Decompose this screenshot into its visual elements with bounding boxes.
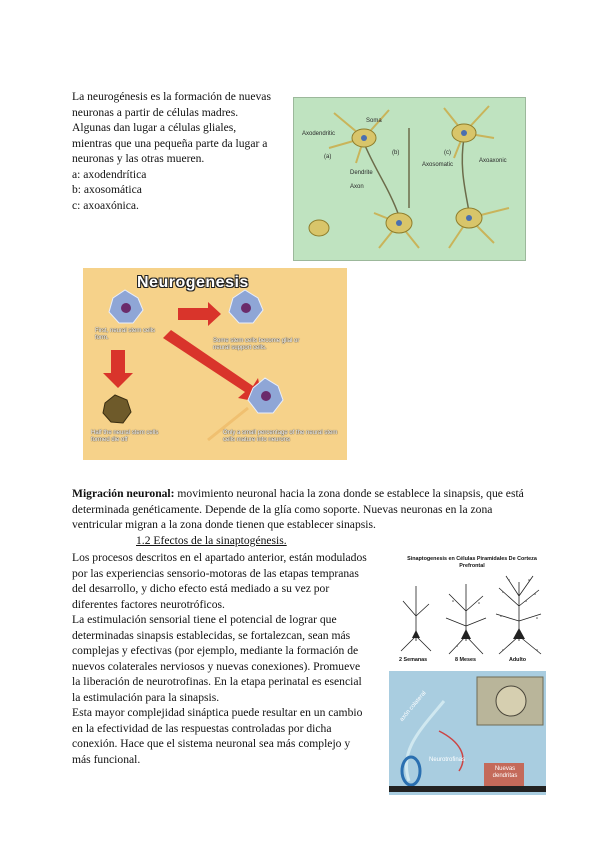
age-label: 8 Meses <box>455 657 476 663</box>
body-line: Esta mayor complejidad sináptica puede resultar en un cambio <box>72 706 363 719</box>
label-a: (a) <box>324 154 332 160</box>
pyramidal-cells-illustration <box>391 556 551 666</box>
label-soma: Soma <box>366 118 382 124</box>
board-illustration <box>389 671 546 795</box>
board-figure <box>389 671 546 795</box>
label-neurotrofinas: Neurotrofinas <box>429 757 466 763</box>
label-dendrite: Dendrite <box>350 170 373 176</box>
intro-line: mientras que una pequeña parte da lugar a <box>72 136 268 150</box>
body-line: del desarrollo, y dicho efecto está mediado a su vez por <box>72 582 330 595</box>
body-line: nuevos colaterales nerviosos y nuevas conexiones). Promueve <box>72 659 361 673</box>
label-b: (b) <box>392 150 400 156</box>
age-label: Adulto <box>509 657 527 663</box>
body-line: más funcional. <box>72 752 141 766</box>
caption-die-off: Half the neural stem cells formed die off <box>91 430 159 443</box>
label-axosomatic: Axosomatic <box>422 162 454 168</box>
synapse-types-figure <box>293 97 526 261</box>
migration-term: Migración neuronal: <box>72 487 175 500</box>
body-line: por las experiencias sensorio-motoras de las etapas tempranas <box>72 566 359 580</box>
figure-title: Neurogenesis <box>137 274 249 291</box>
caption-glial: Some stem cells become glial or neural support cells. <box>213 338 300 351</box>
label-c: (c) <box>444 150 451 156</box>
migration-paragraph <box>72 486 527 533</box>
body-line: conexión. Hace que el sistema neuronal sea más complejo y <box>72 737 351 750</box>
intro-paragraph <box>72 89 287 213</box>
neurogenesis-figure <box>83 268 347 460</box>
label-axon: Axon <box>350 184 364 190</box>
neuron-illustration <box>294 98 525 260</box>
body-line: la liberación de neurotrofinas. En la etapa perinatal es esencial <box>72 675 362 688</box>
body-line: complejas y efectivas (por ejemplo, mediante la formación de <box>72 644 359 657</box>
body-line: La estimulación sensorial tiene el potencial de lograr que <box>72 613 337 626</box>
migration-text: movimiento neuronal hacia la zona donde se establece la sinapsis, que está determinada genéticamente. Depende de la glía como soporte. Nuevas neuronas en la zona ventricular migran a la zona donde tienen que establecer sinapsis. <box>72 487 524 531</box>
intro-line: neuronas y las otras mueren. <box>72 152 205 165</box>
body-line: en la efectividad de las respuestas controladas por dicha <box>72 721 332 735</box>
figure-title: Sinaptogenesis en Células Piramidales De Corteza Prefrontal <box>407 556 537 569</box>
body-line: determinadas sinapsis establecidas, se fortalezcan, sean más <box>72 628 351 642</box>
label-axoaxonic: Axoaxonic <box>479 158 507 164</box>
list-item-c: c: axoaxónica. <box>72 198 139 212</box>
caption-mature: Only a small percentage of the neural stem cells mature into neurons <box>223 430 338 443</box>
label-axodendritic: Axodendritic <box>302 131 336 137</box>
label-axon-colateral: axón colateral <box>399 690 428 723</box>
pyramidal-cells-figure <box>391 556 551 666</box>
intro-line: neuronas a partir de células madres. <box>72 105 239 119</box>
body-line: la estimulación para la sinapsis. <box>72 690 220 704</box>
intro-line: La neurogénesis es la formación de nuevas <box>72 90 271 103</box>
label-nuevas-dendritas: Nuevas dendritas <box>492 766 518 779</box>
intro-line: Algunas dan lugar a células gliales, <box>72 121 237 134</box>
list-item-a: a: axodendrítica <box>72 167 147 181</box>
caption-first: First, neural stem cells form. <box>95 328 156 341</box>
body-line: diferentes factores neurotróficos. <box>72 597 225 611</box>
list-item-b: b: axosomática <box>72 183 142 196</box>
section-heading: 1.2 Efectos de la sinaptogénesis. <box>136 534 287 547</box>
body-line: Los procesos descritos en el apartado anterior, están modulados <box>72 551 367 564</box>
age-label: 2 Semanas <box>399 657 428 663</box>
synaptogenesis-paragraph <box>72 550 377 767</box>
